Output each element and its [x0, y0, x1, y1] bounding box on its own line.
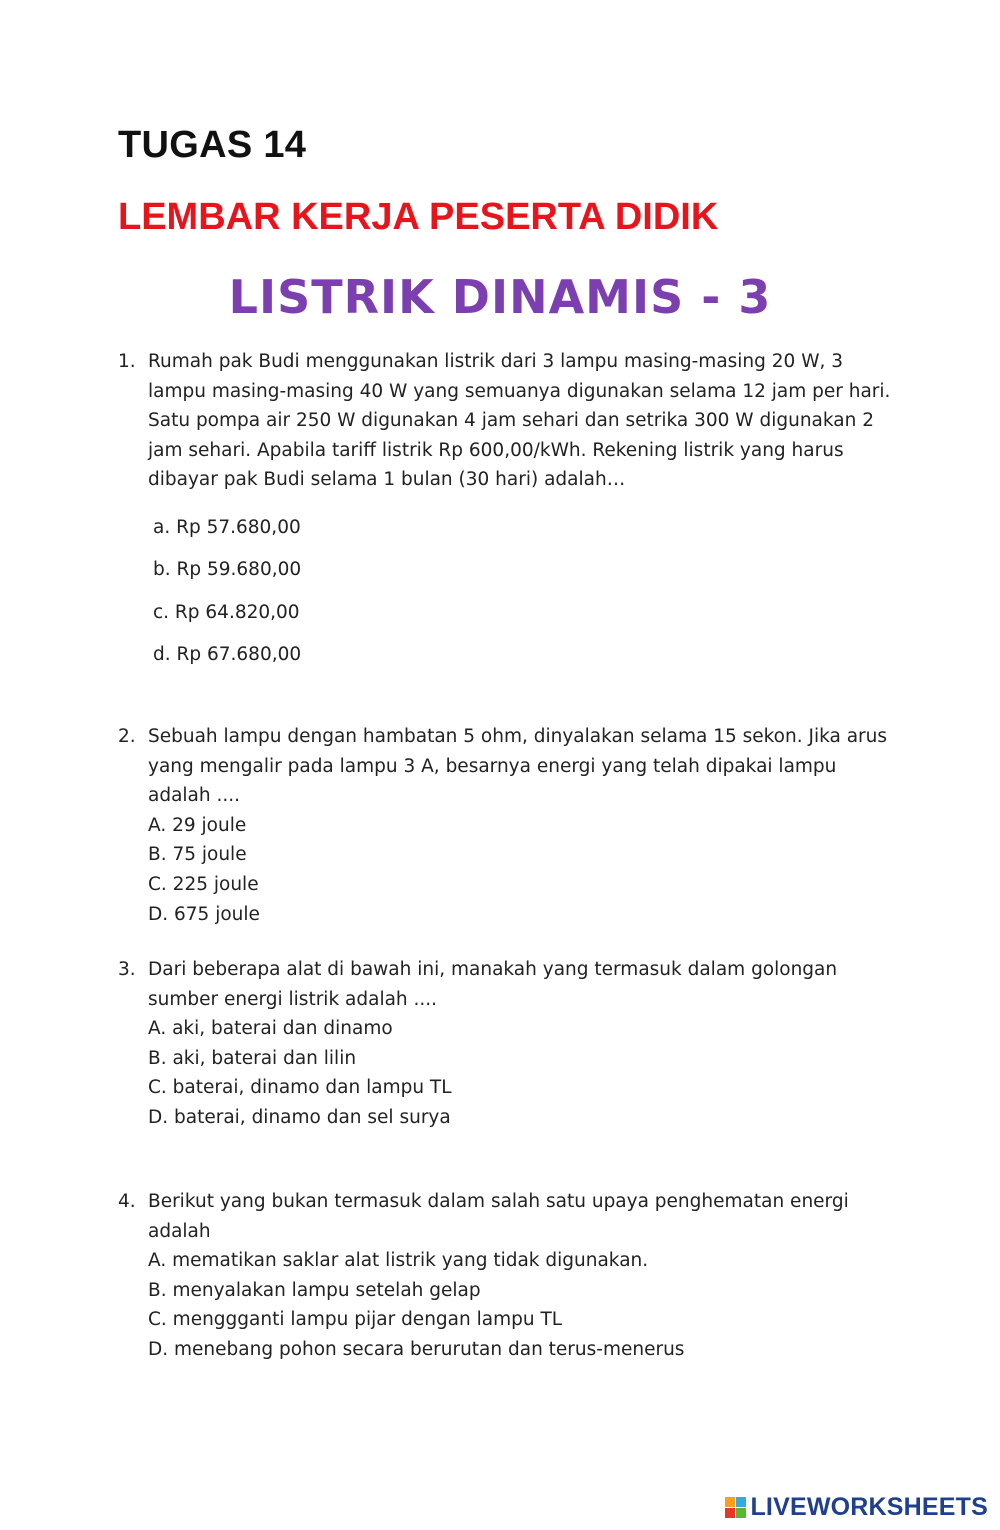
question-3: [118, 955, 898, 1133]
answer-options: [148, 1014, 898, 1133]
answer-options: [148, 1246, 898, 1365]
answer-options: [148, 811, 898, 930]
option-a[interactable]: A. 29 joule: [148, 814, 247, 836]
option-d[interactable]: D. 675 joule: [148, 903, 260, 925]
option-c[interactable]: C. baterai, dinamo dan lampu TL: [148, 1077, 452, 1099]
option-c[interactable]: C. menggganti lampu pijar dengan lampu TL: [148, 1309, 563, 1331]
option-c[interactable]: c. Rp 64.820,00: [153, 601, 300, 623]
question-text: Berikut yang bukan termasuk dalam salah satu upaya penghematan energi adalah: [148, 1191, 849, 1242]
topic-title: LISTRIK DINAMIS - 3: [228, 270, 772, 324]
option-b[interactable]: b. Rp 59.680,00: [153, 559, 302, 580]
question-text: Dari beberapa alat di bawah ini, manakah yang termasuk dalam golongan sumber energi listrik adalah ....: [148, 959, 838, 1010]
question-4: [118, 1187, 898, 1365]
option-d[interactable]: D. baterai, dinamo dan sel surya: [148, 1107, 451, 1129]
liveworksheets-logo[interactable]: [725, 1493, 988, 1522]
option-a[interactable]: a. Rp 57.680,00: [153, 516, 301, 538]
question-text: Sebuah lampu dengan hambatan 5 ohm, dinyalakan selama 15 sekon. Jika arus yang mengalir pada lampu 3 A, besarnya energi yang telah dipakai lampu adalah ....: [148, 726, 887, 806]
worksheet-title: LEMBAR KERJA PESERTA DIDIK: [118, 196, 719, 238]
question-number: 1.: [118, 351, 136, 372]
liveworksheets-logo-icon: [725, 1497, 746, 1518]
option-a[interactable]: A. aki, baterai dan dinamo: [148, 1018, 393, 1039]
option-b[interactable]: B. 75 joule: [148, 844, 247, 866]
option-d[interactable]: D. menebang pohon secara berurutan dan terus-menerus: [148, 1339, 685, 1361]
answer-options: [153, 507, 898, 677]
question-number: 2.: [118, 726, 136, 747]
option-c[interactable]: C. 225 joule: [148, 873, 259, 895]
question-text: Rumah pak Budi menggunakan listrik dari 3 lampu masing-masing 20 W, 3 lampu masing-masing 40 W yang semuanya digunakan selama 12 jam per hari. Satu pompa air 250 W digunakan 4 jam sehari dan setrika 300 W digunakan 2 jam sehari. Apabila tariff listrik Rp 600,00/kWh. Rekening listrik yang harus dibayar pak Budi selama 1 bulan (30 hari) adalah…: [148, 351, 891, 490]
question-number: 4.: [118, 1191, 136, 1212]
option-a[interactable]: A. mematikan saklar alat listrik yang tidak digunakan.: [148, 1250, 649, 1271]
brand-name: LIVEWORKSHEETS: [750, 1493, 988, 1521]
option-b[interactable]: B. aki, baterai dan lilin: [148, 1047, 357, 1069]
question-1: [118, 347, 898, 677]
option-b[interactable]: B. menyalakan lampu setelah gelap: [148, 1279, 481, 1301]
task-title: TUGAS 14: [118, 124, 307, 166]
question-number: 3.: [118, 959, 136, 980]
question-2: [118, 722, 898, 929]
option-d[interactable]: d. Rp 67.680,00: [153, 644, 302, 665]
